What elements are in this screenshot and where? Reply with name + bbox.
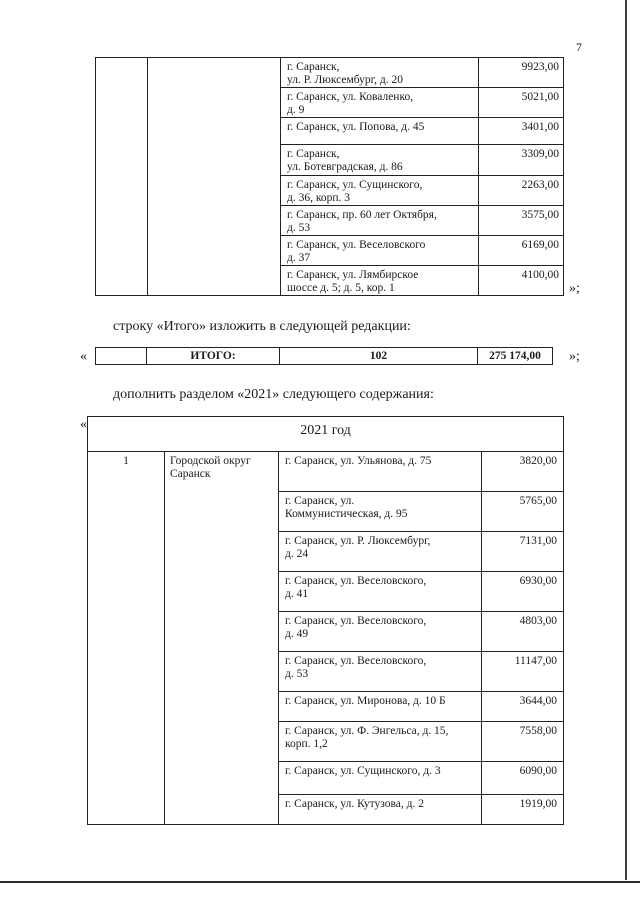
table-row [88, 452, 564, 492]
total-label: ИТОГО: [146, 347, 280, 365]
scan-edge-bottom [0, 881, 640, 883]
table-row [96, 58, 564, 88]
address-cell: г. Саранск, ул. Сущинского, д. 36, корп. 3 [281, 176, 479, 206]
value-cell: 3309,00 [479, 145, 564, 176]
value-cell: 6090,00 [482, 762, 564, 795]
value-cell: 3575,00 [479, 206, 564, 236]
value-cell: 3401,00 [479, 118, 564, 145]
closing-quote-1: »; [569, 281, 580, 296]
address-cell: г. Саранск, ул. Ф. Энгельса, д. 15, корп. 1,2 [279, 722, 482, 762]
value-cell: 3644,00 [482, 692, 564, 722]
value-cell: 3820,00 [482, 452, 564, 492]
row-index: 1 [88, 452, 165, 825]
empty-cell-col-1 [96, 58, 148, 296]
address-cell: г. Саранск, ул. Веселовского, д. 41 [279, 572, 482, 612]
address-cell: г. Саранск, ул. Ульянова, д. 75 [279, 452, 482, 492]
address-cell: г. Саранск, ул. Веселовского, д. 49 [279, 612, 482, 652]
total-close-quote: »; [569, 349, 580, 364]
total-row [95, 347, 553, 365]
address-cell: г. Саранск, ул. Веселовского д. 37 [281, 236, 479, 266]
total-open-quote: « [80, 349, 87, 364]
value-cell: 6930,00 [482, 572, 564, 612]
year-title: 2021 год [88, 417, 564, 452]
value-cell: 6169,00 [479, 236, 564, 266]
total-sum: 275 174,00 [477, 347, 553, 365]
value-cell: 5765,00 [482, 492, 564, 532]
paragraph-total: строку «Итого» изложить в следующей редакции: [113, 319, 411, 334]
value-cell: 11147,00 [482, 652, 564, 692]
address-cell: г. Саранск, ул. Сущинского, д. 3 [279, 762, 482, 795]
scan-edge-right [625, 0, 627, 880]
page-number: 7 [576, 40, 582, 54]
continuation-table [95, 57, 564, 296]
value-cell: 4100,00 [479, 266, 564, 296]
value-cell: 7558,00 [482, 722, 564, 762]
empty-cell-col-2 [148, 58, 281, 296]
address-cell: г. Саранск, ул. Р. Люксембург, д. 20 [281, 58, 479, 88]
value-cell: 4803,00 [482, 612, 564, 652]
address-cell: г. Саранск, ул. Попова, д. 45 [281, 118, 479, 145]
address-cell: г. Саранск, ул. Ботевградская, д. 86 [281, 145, 479, 176]
value-cell: 1919,00 [482, 795, 564, 825]
address-cell: г. Саранск, ул. Лямбирское шоссе д. 5; д. 5, кор. 1 [281, 266, 479, 296]
address-cell: г. Саранск, ул. Коваленко, д. 9 [281, 88, 479, 118]
address-cell: г. Саранск, ул. Коммунистическая, д. 95 [279, 492, 482, 532]
total-count: 102 [279, 347, 478, 365]
total-cell-empty [95, 347, 147, 365]
value-cell: 5021,00 [479, 88, 564, 118]
section-2021-table [87, 416, 564, 825]
address-cell: г. Саранск, ул. Веселовского, д. 53 [279, 652, 482, 692]
value-cell: 2263,00 [479, 176, 564, 206]
address-cell: г. Саранск, ул. Р. Люксембург, д. 24 [279, 532, 482, 572]
section-open-quote: « [80, 417, 87, 432]
value-cell: 9923,00 [479, 58, 564, 88]
address-cell: г. Саранск, пр. 60 лет Октября, д. 53 [281, 206, 479, 236]
value-cell: 7131,00 [482, 532, 564, 572]
address-cell: г. Саранск, ул. Миронова, д. 10 Б [279, 692, 482, 722]
paragraph-add-section: дополнить разделом «2021» следующего содержания: [113, 387, 434, 402]
district-name: Городской округ Саранск [165, 452, 279, 825]
address-cell: г. Саранск, ул. Кутузова, д. 2 [279, 795, 482, 825]
